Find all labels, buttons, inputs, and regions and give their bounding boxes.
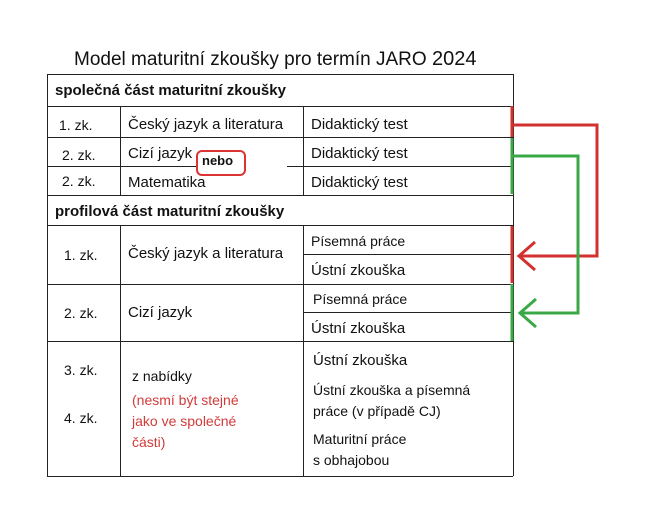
- exam-form: Ústní zkouška a písemná: [313, 382, 471, 398]
- profile-part-header: profilová část maturitní zkoušky: [55, 203, 285, 220]
- exam-form: Didaktický test: [311, 116, 408, 133]
- restriction-note: (nesmí být stejné: [132, 392, 239, 408]
- exam-form: Maturitní práce: [313, 431, 407, 447]
- subject-label: z nabídky: [132, 368, 192, 384]
- exam-form: s obhajobou: [313, 452, 390, 468]
- subject-label: Český jazyk a literatura: [128, 245, 284, 262]
- exam-number: 2. zk.: [62, 147, 96, 163]
- exam-number: 1. zk.: [64, 247, 98, 263]
- green-arrow-icon: [512, 138, 578, 341]
- common-part-header: společná část maturitní zkoušky: [55, 82, 286, 99]
- red-arrow-icon: [512, 106, 597, 283]
- exam-form: Ústní zkouška: [311, 320, 406, 337]
- exam-form: Didaktický test: [311, 145, 408, 162]
- exam-number: 2. zk.: [62, 173, 96, 189]
- exam-number: 1. zk.: [59, 117, 93, 133]
- exam-form: Didaktický test: [311, 174, 408, 191]
- or-label: nebo: [202, 153, 234, 168]
- exam-form: Ústní zkouška: [313, 352, 408, 369]
- subject-label: Cizí jazyk: [128, 304, 193, 321]
- restriction-note: jako ve společné: [132, 413, 237, 429]
- page-title: Model maturitní zkoušky pro termín JARO 2024: [74, 48, 477, 70]
- exam-form: Písemná práce: [311, 233, 406, 249]
- subject-label: Český jazyk a literatura: [128, 116, 284, 133]
- exam-form: práce (v případě CJ): [313, 403, 441, 419]
- subject-label: Cizí jazyk: [128, 145, 193, 162]
- exam-number: 3. zk.: [64, 362, 98, 378]
- exam-form: Písemná práce: [313, 291, 408, 307]
- exam-number: 4. zk.: [64, 410, 98, 426]
- restriction-note: části): [132, 434, 166, 450]
- exam-number: 2. zk.: [64, 305, 98, 321]
- subject-label: Matematika: [128, 174, 206, 191]
- exam-form: Ústní zkouška: [311, 262, 406, 279]
